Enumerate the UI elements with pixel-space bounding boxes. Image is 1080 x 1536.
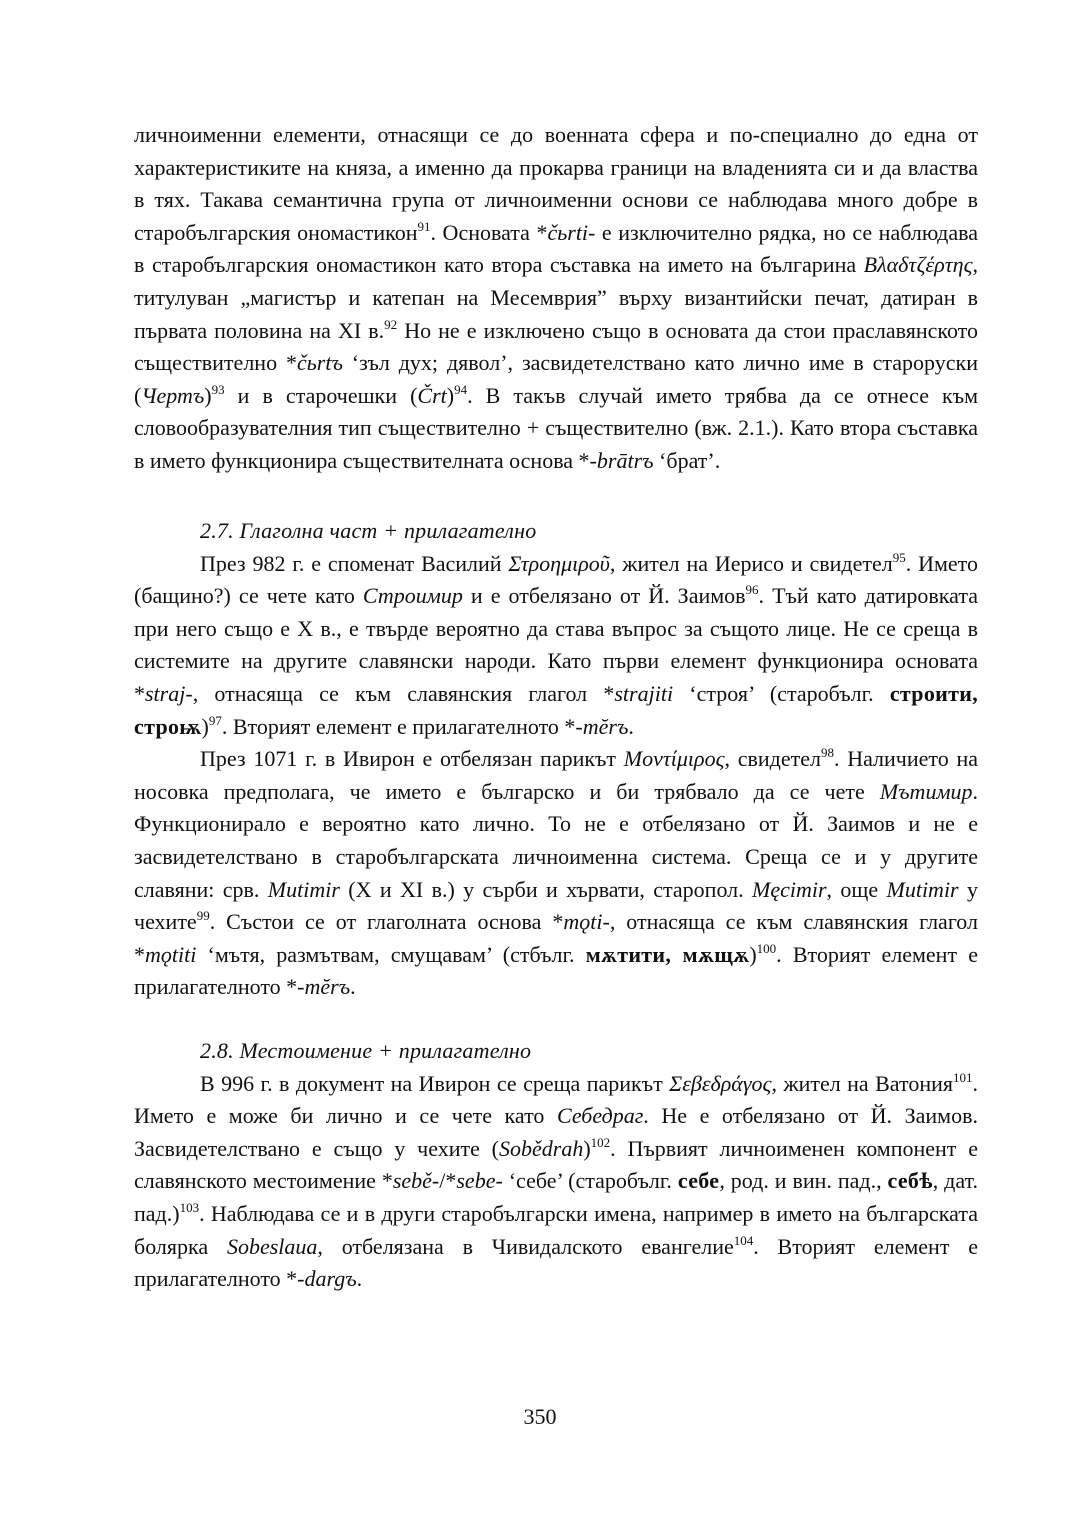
text: . — [350, 974, 356, 1000]
text: . Тъй като датировката при него също е X в., е твърде вероятно да става въпрос за същото лице. Не се среща в системите на другите славянски народи. Като първи елемент функционира основата * — [134, 583, 979, 706]
section-heading: 2.7. Глаголна част + прилагателно — [200, 518, 537, 543]
text: , род. и вин. пад., — [719, 1168, 888, 1194]
text: През 1071 г. в Ивирон е отбелязан парикът — [200, 746, 624, 772]
footnote-ref[interactable]: 97 — [208, 712, 222, 728]
text: . Вторият елемент е прилагателното *- — [134, 1233, 978, 1292]
section-2-8 — [134, 1035, 978, 1296]
old-church-slavonic-text: себе — [677, 1168, 720, 1194]
old-church-slavonic-text: строити, строѭ — [134, 680, 978, 739]
footnote-ref[interactable]: 95 — [892, 549, 906, 565]
footnote-ref[interactable]: 104 — [733, 1232, 754, 1248]
text: . В такъв случай името трябва да се отнесе към словообразувателния тип съществително + съществително (вж. 2.1.). Като втора съставка в името функционира съществителната основа *- — [134, 382, 979, 473]
footnote-ref[interactable]: 94 — [454, 381, 468, 397]
italic-term: Mutimir — [267, 876, 340, 902]
text: . Първият личноименен компонент е славянското местоимение * — [134, 1135, 979, 1194]
paragraph — [134, 1068, 978, 1296]
text: ‘строя’ (старобълг. — [673, 680, 890, 706]
footnote-ref[interactable]: 100 — [756, 940, 777, 956]
text: . Наличието на носовка предполага, че името е българско и би трябвало да се чете — [134, 746, 979, 804]
text: . Не е отбелязано от Й. Заимов. Засвидетелствано е също у чехите ( — [134, 1103, 978, 1161]
text: ) — [749, 941, 757, 967]
text: , отнасяща се към славянския глагол * — [134, 909, 978, 967]
text: ‘мътя, размътвам, смущавам’ (стбълг. — [196, 941, 586, 967]
text: Но не е изключено също в основата да стои праславянското съществително * — [134, 317, 978, 376]
italic-term: Σεβεδράγος — [669, 1070, 772, 1096]
text: . Основата * — [430, 219, 548, 245]
footnote-ref[interactable]: 93 — [211, 381, 225, 397]
text: , още — [826, 876, 887, 902]
italic-term: brātrъ — [596, 447, 654, 473]
text: ‘брат’. — [653, 447, 721, 473]
old-church-slavonic-text: себѣ — [887, 1168, 933, 1194]
text-block-intro — [134, 119, 978, 478]
text: В 996 г. в документ на Ивирон се среща парикът — [200, 1070, 670, 1096]
paragraph — [134, 743, 978, 1004]
section-heading: 2.8. Местоимение + прилагателно — [200, 1038, 532, 1063]
text: . — [628, 713, 634, 739]
italic-term: Себедраг — [557, 1103, 644, 1129]
italic-term: sebe- — [456, 1168, 503, 1194]
footnote-ref[interactable]: 96 — [745, 582, 759, 598]
italic-term: Męcimir — [752, 876, 827, 902]
text: /* — [439, 1168, 457, 1194]
italic-term: sebě- — [392, 1168, 440, 1194]
text: , дат. пад.) — [134, 1168, 978, 1226]
text: е изключително рядка, но се наблюдава в старобългарския ономастикон като втора съставка на името на българина — [134, 219, 978, 278]
text: ) — [204, 382, 212, 408]
italic-term: mĕrъ — [582, 713, 629, 739]
italic-term: Sobědrah — [499, 1135, 584, 1161]
italic-term: straj- — [145, 680, 193, 706]
italic-term: Sobeslaua — [226, 1233, 318, 1259]
text: ) — [201, 713, 209, 739]
text: , жител на Ватония — [771, 1070, 953, 1096]
text: , свидетел — [724, 746, 821, 772]
text: , жител на Иерисо и свидетел — [609, 550, 893, 576]
italic-term: Mutimir — [886, 876, 959, 902]
footnote-ref[interactable]: 103 — [179, 1199, 200, 1215]
italic-term: mǫtiti — [145, 941, 197, 967]
text: и е отбелязано от Й. Заимов — [462, 583, 746, 609]
text: и в старочешки ( — [224, 382, 418, 408]
italic-term: čьrti- — [547, 219, 596, 245]
footnote-ref[interactable]: 99 — [196, 908, 210, 924]
italic-term: Чертъ — [141, 382, 205, 408]
text: . Името е може би лично и се чете като — [134, 1070, 978, 1129]
text: . Името (бащино?) се чете като — [134, 550, 978, 609]
italic-term: čьrtъ — [297, 350, 343, 376]
footnote-ref[interactable]: 98 — [820, 745, 834, 761]
text: у чехите — [134, 876, 978, 935]
text: (X и XI в.) у сърби и хървати, старопол. — [339, 876, 753, 902]
text: През 982 г. е споменат Василий — [200, 550, 509, 576]
text: личноименни елементи, отнасящи се до военната сфера и по-специално до една от характеристиките на княза, а именно да прокарва граници на владенията си и да властва в тях. Такава семантична група от личноименни основи се наблюдава много добре в старобългарския ономастикон — [134, 122, 978, 245]
footnote-ref[interactable]: 101 — [953, 1069, 973, 1085]
italic-term: Строимир — [362, 583, 463, 609]
italic-term: dargъ — [304, 1266, 357, 1292]
italic-term: strajiti — [614, 680, 674, 706]
text: . Вторият елемент е прилагателното *- — [134, 941, 978, 1000]
text: , титулуван „магистър и катепан на Месемврия” върху византийски печат, датиран в първата половина на XI в. — [134, 252, 978, 343]
italic-term: Βλαδτζέρτης — [863, 252, 973, 278]
text: . Състои се от глаголната основа * — [209, 909, 564, 935]
page-number: 350 — [523, 1404, 557, 1429]
italic-term: mĕrъ — [304, 974, 351, 1000]
text: , отнасяща се към славянския глагол * — [192, 680, 615, 706]
footnote-ref[interactable]: 102 — [590, 1134, 611, 1150]
footnote-ref[interactable]: 91 — [417, 218, 431, 234]
italic-term: Μοντίμιρος — [623, 746, 725, 772]
footnote-ref[interactable]: 92 — [384, 316, 398, 332]
italic-term: Črt — [417, 382, 447, 408]
text: ‘зъл дух; дявол’, засвидетелствано като лично име в староруски ( — [134, 350, 978, 408]
italic-term: Мътимир — [879, 778, 973, 804]
section-2-7 — [134, 515, 978, 1004]
old-church-slavonic-text: мѫтити, мѫщѫ — [585, 941, 750, 967]
paragraph — [134, 119, 978, 478]
italic-term: mǫti- — [563, 909, 610, 935]
text: ) — [583, 1135, 591, 1161]
italic-term: Στροημιροῦ — [508, 550, 610, 576]
text: . Наблюдава се и в други старобългарски имена, например в името на българската болярка — [134, 1200, 978, 1259]
paragraph — [134, 548, 978, 744]
text: . Вторият елемент е прилагателното *- — [221, 713, 583, 739]
text: ) — [446, 382, 455, 408]
text: . — [356, 1266, 363, 1292]
text: ‘себе’ (старобълг. — [502, 1168, 678, 1194]
text: . Функционирало е вероятно като лично. То не е отбелязано от Й. Заимов и не е засвидетелствано в старобългарската личноименна система. Среща се и у другите славяни: срв. — [134, 778, 978, 902]
text: , отбелязана в Чивидалското евангелие — [317, 1233, 734, 1259]
